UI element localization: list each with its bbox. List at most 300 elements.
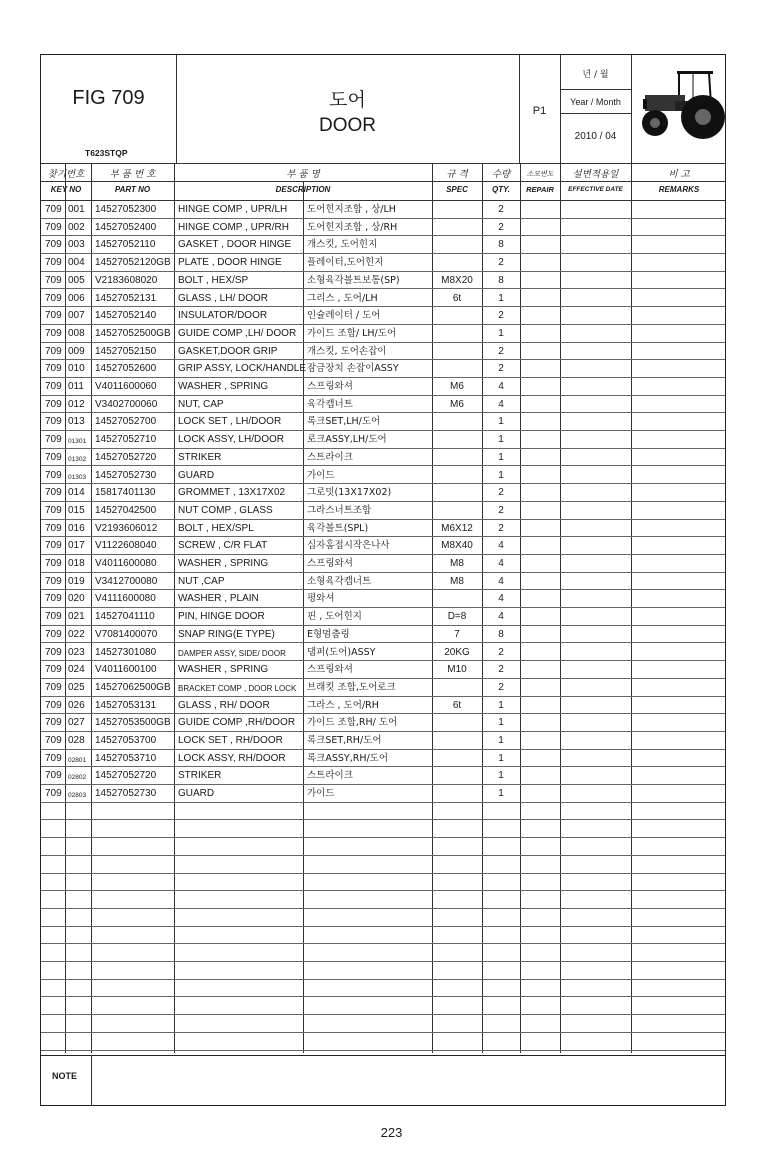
- description-korean-cell: 스프링와셔: [307, 381, 353, 392]
- key-number-cell: 002: [68, 221, 85, 233]
- table-row: [41, 431, 725, 449]
- fig-number-cell: 709: [45, 717, 62, 729]
- divider: [631, 55, 632, 163]
- part-number-cell: V2183608020: [95, 274, 158, 286]
- quantity-cell: 2: [498, 221, 504, 233]
- table-row: [41, 590, 725, 608]
- fig-number-cell: 709: [45, 558, 62, 569]
- col-part-en: PART NO: [114, 185, 151, 194]
- table-row: [41, 679, 725, 697]
- fig-number-cell: 709: [45, 752, 62, 764]
- col-qty-ko: 수량: [491, 169, 511, 180]
- description-cell: LOCK ASSY, RH/DOOR: [178, 752, 286, 764]
- figure-code: T623STQP: [85, 148, 128, 158]
- part-number-cell: V4111600080: [95, 593, 156, 605]
- empty-row: [41, 891, 725, 909]
- description-cell: HINGE COMP , UPR/LH: [178, 204, 288, 215]
- description-korean-cell: 스프링와셔: [307, 558, 353, 569]
- part-number-cell: 14527052400: [95, 221, 157, 233]
- description-cell: NUT, CAP: [178, 398, 224, 410]
- empty-row: [41, 803, 725, 821]
- title-english: DOOR: [319, 115, 376, 136]
- quantity-cell: 1: [498, 788, 504, 800]
- col-repair-ko: 소모번도: [526, 170, 554, 178]
- empty-row: [41, 927, 725, 945]
- quantity-cell: 1: [498, 699, 504, 711]
- part-number-cell: V2193606012: [95, 522, 158, 534]
- quantity-cell: 2: [498, 345, 504, 357]
- key-number-cell: 007: [68, 310, 85, 322]
- description-korean-cell: E형멈춤링: [307, 628, 350, 640]
- description-cell: GUARD: [178, 788, 215, 800]
- quantity-cell: 2: [498, 487, 504, 499]
- key-number-cell: 025: [68, 681, 85, 693]
- part-number-cell: 14527052730: [95, 788, 157, 800]
- year-month-label-ko: 년 / 월: [582, 70, 609, 80]
- description-korean-cell: 도어힌지조합 , 상/RH: [307, 221, 398, 233]
- quantity-cell: 2: [498, 204, 504, 215]
- part-number-cell: 14527052120GB: [95, 257, 171, 269]
- fig-number-cell: 709: [45, 699, 62, 711]
- table-row: [41, 573, 725, 591]
- table-row: [41, 750, 725, 768]
- quantity-cell: 1: [498, 327, 504, 339]
- description-korean-cell: 핀 , 도어힌지: [307, 611, 362, 623]
- key-number-cell: 005: [68, 274, 85, 286]
- fig-number-cell: 709: [45, 681, 62, 693]
- part-number-cell: 14527052131: [95, 292, 157, 304]
- description-cell: LOCK SET , RH/DOOR: [178, 735, 283, 746]
- part-number-cell: V1122608040: [95, 540, 157, 552]
- description-cell: GLASS , RH/ DOOR: [178, 699, 270, 711]
- table-row: [41, 272, 725, 290]
- fig-number-cell: 709: [45, 735, 62, 746]
- fig-number-cell: 709: [45, 310, 62, 322]
- description-korean-cell: 록크SET,RH/도어: [307, 735, 382, 746]
- fig-number-cell: 709: [45, 628, 62, 640]
- spec-cell: 6t: [452, 292, 462, 304]
- description-cell: WASHER , SPRING: [178, 558, 269, 569]
- quantity-cell: 1: [498, 735, 504, 746]
- fig-number-cell: 709: [45, 239, 62, 251]
- description-cell: GUARD: [178, 469, 215, 481]
- spec-cell: M8X40: [441, 540, 473, 552]
- description-korean-cell: 가이드: [307, 469, 335, 481]
- part-number-cell: 14527052140: [95, 310, 157, 322]
- table-row: [41, 413, 725, 431]
- key-number-cell: 021: [68, 611, 85, 623]
- table-row: [41, 732, 725, 750]
- description-korean-cell: 스프링와셔: [307, 664, 353, 676]
- key-number-cell: 027: [68, 717, 85, 729]
- quantity-cell: 2: [498, 646, 504, 658]
- spec-cell: M6: [450, 398, 464, 410]
- fig-number-cell: 709: [45, 363, 62, 375]
- quantity-cell: 1: [498, 451, 504, 463]
- col-key-en: KEY NO: [50, 185, 82, 194]
- table-row: [41, 201, 725, 219]
- key-number-cell: 015: [68, 504, 85, 516]
- page-number: 223: [380, 1125, 403, 1140]
- fig-number-cell: 709: [45, 646, 62, 658]
- table-row: [41, 520, 725, 538]
- table-row: [41, 644, 725, 662]
- quantity-cell: 4: [498, 381, 504, 392]
- part-number-cell: V3402700060: [95, 398, 158, 410]
- table-row: [41, 785, 725, 803]
- spec-cell: M8: [450, 575, 464, 587]
- description-korean-cell: 브래킷 조합,도어로크: [307, 681, 396, 693]
- fig-number-cell: 709: [45, 593, 62, 605]
- col-spec-en: SPEC: [446, 185, 468, 194]
- description-cell: NUT COMP , GLASS: [178, 504, 273, 516]
- col-desc-en: DESCRIPTION: [275, 185, 331, 194]
- page-label: P1: [532, 105, 547, 117]
- description-cell: GUIDE COMP ,LH/ DOOR: [178, 327, 297, 339]
- key-number-cell: 010: [68, 363, 85, 375]
- spec-cell: 6t: [452, 699, 462, 711]
- description-cell: SCREW , C/R FLAT: [178, 540, 268, 552]
- key-number-cell: 011: [68, 381, 84, 392]
- description-cell: GRIP ASSY, LOCK/HANDLE: [178, 363, 307, 375]
- fig-number-cell: 709: [45, 221, 62, 233]
- description-cell: GASKET , DOOR HINGE: [178, 239, 292, 251]
- key-number-cell: 01301: [68, 438, 87, 446]
- description-korean-cell: 소형육각캡너트: [307, 575, 372, 587]
- key-number-cell: 008: [68, 327, 85, 339]
- quantity-cell: 2: [498, 504, 504, 516]
- description-korean-cell: 도어힌지조합 , 상/LH: [307, 204, 396, 215]
- spec-cell: D=8: [447, 611, 467, 623]
- key-number-cell: 018: [68, 558, 85, 569]
- tractor-image: [635, 65, 725, 145]
- description-korean-cell: 소형육각볼트보통(SP): [307, 274, 400, 286]
- description-cell: GASKET,DOOR GRIP: [178, 345, 278, 357]
- col-eff-en: EFFECTIVE DATE: [568, 186, 623, 193]
- col-desc-ko: 부 품 명: [286, 169, 320, 180]
- table-row: [41, 378, 725, 396]
- part-number-cell: V3412700080: [95, 575, 158, 587]
- part-number-cell: 14527301080: [95, 646, 157, 658]
- part-number-cell: 14527052150: [95, 345, 157, 357]
- description-cell: BRACKET COMP , DOOR LOCK: [178, 683, 297, 693]
- empty-row: [41, 1033, 725, 1051]
- quantity-cell: 2: [498, 681, 504, 693]
- key-number-cell: 004: [68, 257, 85, 269]
- fig-number-cell: 709: [45, 540, 62, 552]
- description-cell: BOLT , HEX/SPL: [178, 522, 254, 534]
- description-korean-cell: 록크SET,LH/도어: [307, 416, 381, 428]
- table-row: [41, 307, 725, 325]
- spec-cell: 20KG: [444, 646, 470, 658]
- fig-number-cell: 709: [45, 434, 62, 446]
- part-number-cell: 14527053500GB: [95, 717, 171, 729]
- key-number-cell: 024: [68, 664, 85, 676]
- table-row: [41, 219, 725, 237]
- table-row: [41, 626, 725, 644]
- description-cell: PLATE , DOOR HINGE: [178, 257, 282, 269]
- description-korean-cell: 육각볼트(SPL): [307, 522, 369, 534]
- table-row: [41, 396, 725, 414]
- table-row: [41, 236, 725, 254]
- col-spec-ko: 규 격: [446, 169, 468, 180]
- quantity-cell: 4: [498, 558, 504, 569]
- key-number-cell: 026: [68, 699, 85, 711]
- empty-row: [41, 944, 725, 962]
- table-row: [41, 484, 725, 502]
- table-row: [41, 608, 725, 626]
- header-bottom-line: [41, 163, 725, 164]
- part-number-cell: 14527052710: [95, 434, 157, 446]
- description-korean-cell: 가이드: [307, 788, 335, 800]
- empty-row: [41, 874, 725, 892]
- quantity-cell: 2: [498, 363, 504, 375]
- table-row: [41, 767, 725, 785]
- divider: [560, 89, 631, 90]
- quantity-cell: 1: [498, 292, 504, 304]
- empty-row: [41, 909, 725, 927]
- quantity-cell: 4: [498, 575, 504, 587]
- spec-cell: M6X12: [441, 522, 473, 534]
- fig-number-cell: 709: [45, 611, 62, 623]
- col-part-ko: 부 품 번 호: [109, 169, 156, 180]
- fig-number-cell: 709: [45, 469, 62, 481]
- fig-number-cell: 709: [45, 204, 62, 215]
- empty-row: [41, 838, 725, 856]
- part-number-cell: 14527052500GB: [95, 327, 171, 339]
- description-korean-cell: 평와셔: [307, 593, 335, 605]
- year-month-label-en: Year / Month: [570, 97, 621, 107]
- description-korean-cell: 개스킷, 도어힌지: [307, 239, 378, 251]
- quantity-cell: 8: [498, 628, 504, 640]
- key-number-cell: 012: [68, 398, 85, 410]
- quantity-cell: 1: [498, 469, 504, 481]
- part-number-cell: 14527042500: [95, 504, 157, 516]
- part-number-cell: 14527053700: [95, 735, 157, 746]
- table-row: [41, 290, 725, 308]
- key-number-cell: 02801: [68, 756, 87, 764]
- description-korean-cell: 그라스 , 도어/RH: [307, 699, 379, 711]
- fig-number-cell: 709: [45, 504, 62, 516]
- description-korean-cell: 댐퍼(도어)ASSY: [307, 646, 376, 658]
- fig-number-cell: 709: [45, 381, 62, 392]
- description-cell: WASHER , SPRING: [178, 381, 269, 392]
- description-cell: GUIDE COMP ,RH/DOOR: [178, 717, 296, 729]
- description-cell: PIN, HINGE DOOR: [178, 611, 265, 623]
- part-number-cell: 14527053710: [95, 752, 157, 764]
- description-cell: WASHER , PLAIN: [178, 593, 259, 605]
- col-remarks-en: REMARKS: [658, 185, 700, 194]
- quantity-cell: 1: [498, 770, 504, 782]
- part-number-cell: 14527052730: [95, 469, 157, 481]
- description-korean-cell: 개스킷, 도어손잡이: [307, 345, 387, 357]
- spec-cell: M10: [447, 664, 467, 676]
- key-number-cell: 028: [68, 735, 85, 746]
- description-korean-cell: 그로밋(13X17X02): [307, 487, 392, 499]
- empty-row: [41, 1015, 725, 1033]
- description-cell: INSULATOR/DOOR: [178, 310, 268, 322]
- description-korean-cell: 십자홈접시작은나사: [307, 540, 390, 552]
- table-row: [41, 555, 725, 573]
- quantity-cell: 1: [498, 717, 504, 729]
- fig-number-cell: 709: [45, 327, 62, 339]
- quantity-cell: 2: [498, 522, 504, 534]
- description-cell: GLASS , LH/ DOOR: [178, 292, 269, 304]
- key-number-cell: 023: [68, 646, 85, 658]
- description-cell: LOCK ASSY, LH/DOOR: [178, 434, 284, 446]
- year-month-value: 2010 / 04: [574, 131, 617, 142]
- fig-number-cell: 709: [45, 664, 62, 676]
- table-row: [41, 502, 725, 520]
- table-row: [41, 697, 725, 715]
- quantity-cell: 2: [498, 664, 504, 676]
- quantity-cell: 1: [498, 434, 504, 446]
- fig-number-cell: 709: [45, 292, 62, 304]
- description-korean-cell: 가이드 조합,RH/ 도어: [307, 717, 398, 729]
- quantity-cell: 8: [498, 239, 504, 251]
- parts-sheet: [40, 54, 726, 1106]
- quantity-cell: 4: [498, 593, 504, 605]
- fig-number-cell: 709: [45, 788, 62, 800]
- fig-number-cell: 709: [45, 398, 62, 410]
- key-number-cell: 022: [68, 628, 85, 640]
- description-cell: WASHER , SPRING: [178, 664, 269, 676]
- description-korean-cell: 로크ASSY,LH/도어: [307, 434, 387, 446]
- key-number-cell: 019: [68, 575, 85, 587]
- part-number-cell: 14527041110: [95, 611, 155, 623]
- empty-row: [41, 962, 725, 980]
- quantity-cell: 8: [498, 274, 504, 286]
- quantity-cell: 4: [498, 611, 504, 623]
- empty-row: [41, 998, 725, 1016]
- table-row: [41, 537, 725, 555]
- table-row: [41, 343, 725, 361]
- figure-title: FIG 709: [72, 87, 145, 109]
- title-korean: 도어: [329, 89, 366, 111]
- key-number-cell: 014: [68, 487, 85, 499]
- part-number-cell: 14527052720: [95, 770, 157, 782]
- quantity-cell: 2: [498, 257, 504, 269]
- key-number-cell: 009: [68, 345, 85, 357]
- description-cell: LOCK SET , LH/DOOR: [178, 416, 282, 428]
- part-number-cell: 15817401130: [95, 487, 156, 499]
- table-row: [41, 661, 725, 679]
- part-number-cell: 14527052700: [95, 416, 157, 428]
- description-cell: HINGE COMP , UPR/RH: [178, 221, 289, 233]
- table-row: [41, 360, 725, 378]
- description-korean-cell: 플레이터,도어힌지: [307, 257, 384, 269]
- key-number-cell: 01303: [68, 473, 87, 481]
- key-number-cell: 016: [68, 522, 85, 534]
- description-korean-cell: 스트라이크: [307, 451, 353, 463]
- divider: [560, 113, 631, 114]
- description-korean-cell: 가이드 조합/ LH/도어: [307, 327, 397, 339]
- empty-row: [41, 856, 725, 874]
- part-number-cell: 14527052600: [95, 363, 157, 375]
- fig-number-cell: 709: [45, 274, 62, 286]
- key-number-cell: 01302: [68, 455, 87, 463]
- description-korean-cell: 그리스 , 도어/LH: [307, 292, 378, 304]
- note-label: NOTE: [52, 1071, 78, 1081]
- key-number-cell: 020: [68, 593, 85, 605]
- description-korean-cell: 육각캡너트: [307, 398, 353, 410]
- key-number-cell: 02802: [68, 774, 87, 782]
- part-number-cell: V4011600060: [95, 381, 157, 392]
- quantity-cell: 1: [498, 752, 504, 764]
- fig-number-cell: 709: [45, 416, 62, 428]
- key-number-cell: 006: [68, 292, 85, 304]
- table-row: [41, 254, 725, 272]
- quantity-cell: 4: [498, 540, 504, 552]
- part-number-cell: 14527053131: [95, 699, 157, 711]
- description-cell: BOLT , HEX/SP: [178, 274, 249, 286]
- key-number-cell: 001: [68, 204, 85, 215]
- part-number-cell: V4011600080: [95, 558, 157, 569]
- col-qty-en: QTY.: [492, 185, 510, 194]
- header-mid-line: [41, 181, 725, 182]
- description-korean-cell: 인슐레이터 / 도어: [307, 310, 381, 322]
- key-number-cell: 02803: [68, 792, 87, 800]
- quantity-cell: 1: [498, 416, 504, 428]
- spec-cell: M6: [450, 381, 464, 392]
- fig-number-cell: 709: [45, 522, 62, 534]
- description-cell: STRIKER: [178, 770, 222, 782]
- part-number-cell: 14527052720: [95, 451, 157, 463]
- table-row: [41, 325, 725, 343]
- empty-row: [41, 980, 725, 998]
- description-korean-cell: 잠금장치 손잡이ASSY: [307, 363, 399, 375]
- part-number-cell: 14527062500GB: [95, 681, 171, 693]
- quantity-cell: 4: [498, 398, 504, 410]
- col-eff-ko: 설변적용일: [572, 169, 619, 180]
- key-number-cell: 013: [68, 416, 85, 428]
- part-number-cell: 14527052300: [95, 204, 157, 215]
- table-row: [41, 714, 725, 732]
- description-cell: DAMPER ASSY, SIDE/ DOOR: [178, 648, 286, 658]
- table-row: [41, 467, 725, 485]
- fig-number-cell: 709: [45, 770, 62, 782]
- spec-cell: M8: [450, 558, 464, 569]
- description-cell: GROMMET , 13X17X02: [178, 487, 286, 499]
- quantity-cell: 2: [498, 310, 504, 322]
- fig-number-cell: 709: [45, 451, 62, 463]
- key-number-cell: 017: [68, 540, 85, 552]
- fig-number-cell: 709: [45, 575, 62, 587]
- description-korean-cell: 스트라이크: [307, 770, 353, 782]
- spec-cell: M8X20: [441, 274, 473, 286]
- col-key-ko: 찾기번호: [47, 169, 85, 180]
- description-cell: SNAP RING(E TYPE): [178, 628, 275, 640]
- description-korean-cell: 록크ASSY,RH/도어: [307, 752, 389, 764]
- note-divider: [41, 1055, 725, 1056]
- fig-number-cell: 709: [45, 257, 62, 269]
- key-number-cell: 003: [68, 239, 85, 251]
- empty-row: [41, 821, 725, 839]
- col-repair-en: REPAIR: [526, 185, 554, 194]
- part-number-cell: 14527052110: [95, 239, 156, 251]
- part-number-cell: V4011600100: [95, 664, 157, 676]
- part-number-cell: V7081400070: [95, 628, 158, 640]
- spec-cell: 7: [454, 628, 460, 640]
- fig-number-cell: 709: [45, 345, 62, 357]
- col-remarks-ko: 비 고: [668, 169, 690, 180]
- note-col-divider: [91, 1055, 92, 1105]
- description-cell: NUT ,CAP: [178, 575, 225, 587]
- table-row: [41, 449, 725, 467]
- fig-number-cell: 709: [45, 487, 62, 499]
- description-korean-cell: 그라스너트조합: [307, 504, 372, 516]
- description-cell: STRIKER: [178, 451, 222, 463]
